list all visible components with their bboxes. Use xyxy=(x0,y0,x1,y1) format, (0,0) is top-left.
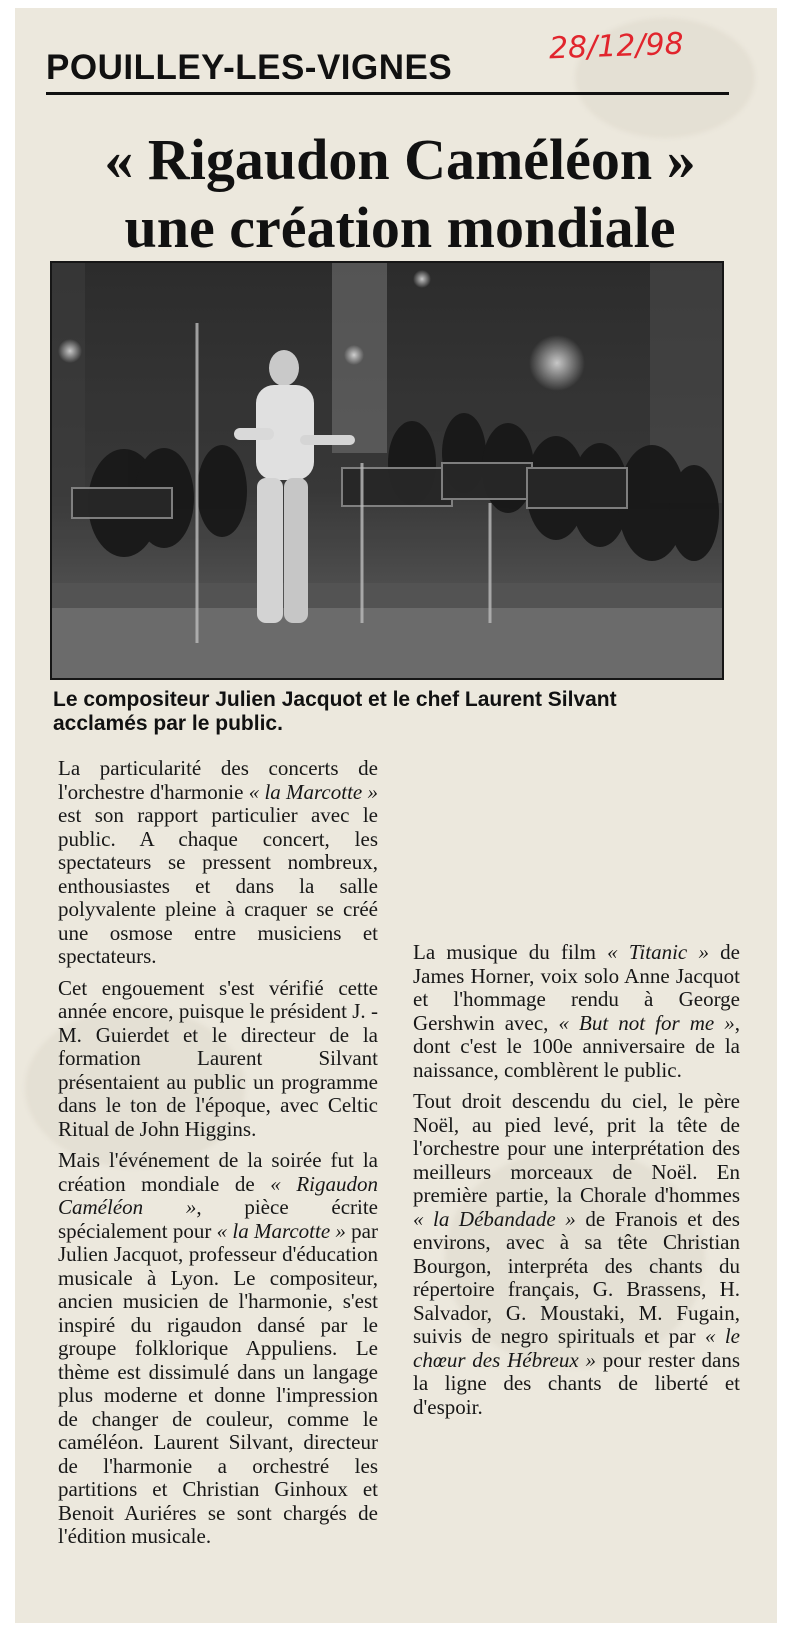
italic-title: « But not for me » xyxy=(558,1010,735,1035)
photo-caption xyxy=(53,688,753,736)
text-run: La particularité des concerts de l'orchestre d'harmonie xyxy=(58,756,378,804)
header-rule xyxy=(46,92,729,95)
newspaper-clipping xyxy=(15,8,777,1623)
text-run: par Julien Jacquot, professeur d'éducation musicale à Lyon. Le compositeur, ancien musicien de l'harmonie, s'est inspiré du rigaudon dansé par le groupe folklorique Appuliens. Le thème est dissimulé dans un langage plus moderne et donne l'impression de changer de couleur, comme le caméléon. Laurent Silvant, directeur de l'harmonie a orchestré les partitions et Christian Ginhoux et Benoit Auriéres se sont chargés de l'édition musicale. xyxy=(58,1218,378,1548)
caption-line-1: Le compositeur Julien Jacquot et le chef Laurent Silvant xyxy=(53,688,617,711)
italic-title: « Titanic » xyxy=(607,940,709,964)
text-run: pour rester dans la ligne des chants de liberté et d'espoir. xyxy=(413,1347,741,1419)
text-run: Tout droit descendu du ciel, le père Noël, au pied levé, prit la tête de l'orchestre pour une interprétation des meilleurs morceaux de Noël. En première partie, la Chorale d'hommes xyxy=(413,1089,740,1207)
paragraph: Cet engouement s'est vérifié cette année encore, puisque le président J. -M. Guierdet et le directeur de la formation Laurent Silvant présentaient au public un programme dans le ton de l'époque, avec Celtic Ritual de John Higgins. xyxy=(58,975,378,1141)
article-column-1 xyxy=(58,757,378,1549)
headline-line-2: une création mondiale xyxy=(124,195,676,260)
concert-photo-illustration xyxy=(52,263,722,678)
italic-title: « le chœur des Hébreux » xyxy=(413,1324,740,1372)
text-run: , pièce écrite spécialement pour xyxy=(58,1195,378,1243)
italic-title: « Rigaudon Caméléon » xyxy=(58,1171,379,1219)
italic-title: « la Débandade » xyxy=(413,1206,576,1231)
paragraph xyxy=(413,1090,740,1419)
italic-title: « la Marcotte » xyxy=(248,779,378,804)
italic-title: « la Marcotte » xyxy=(216,1218,346,1243)
headline xyxy=(55,126,745,262)
text-run: La musique du film xyxy=(413,940,608,964)
concert-photo xyxy=(50,261,724,680)
handwritten-date: 28/12/98 xyxy=(548,26,685,67)
text-run: est son rapport particulier avec le public. A chaque concert, les spectateurs se pressent nombreux, enthousiastes et dans la salle polyvalente pleine à craquer se créé une osmose entre musiciens et spectateurs. xyxy=(58,803,378,968)
town-heading: POUILLEY-LES-VIGNES xyxy=(46,48,453,87)
text-run: de Franois et des environs, avec à sa tête Christian Bourgon, interpréta des chants du répertoire français, G. Brassens, H. Salvador, G. Moustaki, M. Fugain, suivis de negro spirituals et par xyxy=(413,1206,740,1348)
text-run: de James Horner, voix solo Anne Jacquot et l'hommage rendu à George Gershwin avec, xyxy=(413,940,740,1035)
paragraph xyxy=(413,941,740,1082)
headline-line-1: « Rigaudon Caméléon » xyxy=(104,127,696,192)
caption-line-2: acclamés par le public. xyxy=(53,712,283,735)
article-column-2 xyxy=(413,757,740,1419)
text-run: , dont c'est le 100e anniversaire de la naissance, comblèrent le public. xyxy=(413,1010,740,1082)
paragraph xyxy=(58,1149,378,1549)
text-run: Mais l'événement de la soirée fut la création mondiale de xyxy=(58,1148,378,1196)
paragraph xyxy=(58,757,378,969)
article-header xyxy=(46,26,746,98)
